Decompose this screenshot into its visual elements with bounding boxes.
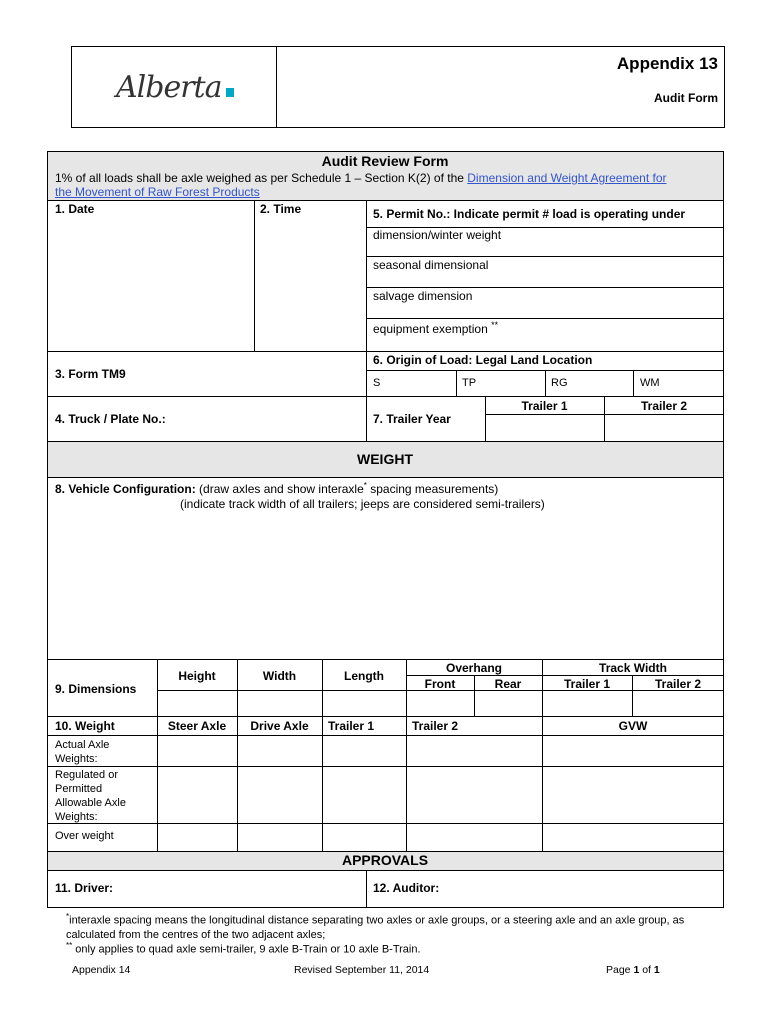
permit-option-salvage[interactable]: salvage dimension	[373, 289, 473, 303]
rule-before-weight-table	[48, 716, 724, 717]
track-width-header: Track Width	[599, 661, 667, 675]
asterisk-mark: *	[363, 481, 367, 490]
row-label-regulated: Regulated or Permitted Allowable Axle Weights:	[55, 769, 126, 823]
rule-after-date-row	[48, 351, 724, 352]
vehicle-config-text2: spacing measurements)	[366, 482, 499, 496]
height-header: Height	[178, 669, 216, 683]
permit-option-equipment[interactable]	[373, 320, 498, 336]
page-prefix: Page	[606, 964, 634, 976]
vehicle-config-label: 8. Vehicle Configuration:	[55, 482, 196, 496]
weight-rule-1	[48, 735, 724, 736]
gvw-header: GVW	[618, 719, 648, 733]
rule-after-approvals	[48, 870, 724, 871]
note2-text: only applies to quad axle semi-trailer, 9 axle B-Train or 10 axle B-Train.	[72, 943, 421, 956]
rule-before-dimensions	[48, 659, 724, 660]
date-time-divider	[254, 200, 255, 352]
form-tm9-label: 3. Form TM9	[55, 367, 126, 381]
trailer2-weight-header: Trailer 2	[412, 719, 459, 733]
vehicle-config	[55, 481, 498, 496]
agreement-link-2[interactable]: the Movement of Raw Forest Products	[55, 185, 260, 199]
dimensions-label: 9. Dimensions	[55, 682, 137, 696]
agreement-link-1[interactable]: Dimension and Weight Agreement for	[467, 171, 667, 185]
trailer-year-label: 7. Trailer Year	[373, 412, 451, 426]
page-number: 1	[633, 964, 640, 976]
truck-plate-label: 4. Truck / Plate No.:	[55, 412, 166, 426]
rule-after-weight	[48, 477, 724, 478]
note2-mark: **	[66, 941, 73, 950]
footer-left: Appendix 14	[72, 964, 131, 976]
alberta-logo-text: Alberta	[116, 70, 222, 105]
origin-field-wm[interactable]: WM	[640, 377, 660, 389]
appendix-title: Appendix 13	[616, 54, 718, 73]
driver-label[interactable]: 11. Driver:	[55, 881, 114, 895]
form-intro	[55, 171, 720, 199]
permit-rule-3	[366, 287, 724, 288]
origin-div-3	[633, 370, 634, 396]
origin-field-rg[interactable]: RG	[551, 377, 568, 389]
note1-mark: *	[66, 912, 70, 921]
approvals-section-title: APPROVALS	[341, 852, 429, 868]
footer-page	[606, 964, 660, 976]
double-asterisk-mark: **	[491, 320, 499, 330]
permit-rule-2	[366, 256, 724, 257]
note-interaxle	[66, 910, 684, 942]
note1-text: interaxle spacing means the longitudinal distance separating two axles or axle groups, or a steering axle and an axle group, as	[69, 914, 685, 927]
weight-rule-3	[48, 823, 724, 824]
rule-after-intro	[48, 200, 724, 201]
time-label: 2. Time	[260, 202, 302, 216]
row-label-overweight: Over weight	[55, 830, 114, 842]
permit-option-winter[interactable]: dimension/winter weight	[373, 228, 502, 242]
overhang-rear-header: Rear	[494, 677, 522, 691]
row-label-actual: Actual Axle Weights:	[55, 739, 110, 765]
alberta-logo-accent	[226, 88, 234, 97]
approvals-divider	[366, 870, 367, 908]
form-title: Audit Review Form	[321, 153, 449, 169]
header-divider	[276, 46, 277, 128]
page-total: 1	[653, 964, 660, 976]
track-trailer2-header: Trailer 2	[654, 677, 702, 691]
page-of: of	[639, 964, 654, 976]
weight-rule-2	[48, 766, 724, 767]
note1-text2: calculated from the centres of the two adjacent axles;	[66, 928, 326, 941]
origin-field-tp[interactable]: TP	[462, 377, 477, 389]
intro-text: 1% of all loads shall be axle weighed as per Schedule 1 – Section K(2) of the	[55, 171, 468, 185]
time-permit-divider	[366, 200, 367, 442]
weight-label: 10. Weight	[55, 719, 115, 733]
dim-rule-sub	[406, 675, 724, 676]
footer-revised: Revised September 11, 2014	[294, 964, 430, 976]
permit-rule-4	[366, 318, 724, 319]
date-label: 1. Date	[55, 202, 95, 216]
origin-label: 6. Origin of Load: Legal Land Location	[373, 353, 593, 367]
audit-form-subtitle: Audit Form	[654, 91, 718, 105]
steer-axle-header: Steer Axle	[167, 719, 227, 733]
origin-div-2	[545, 370, 546, 396]
weight-section-title: WEIGHT	[357, 451, 413, 467]
permit-option-equipment-text: equipment exemption	[373, 322, 488, 336]
track-trailer1-header: Trailer 1	[563, 677, 611, 691]
width-header: Width	[262, 669, 297, 683]
origin-field-s[interactable]: S	[373, 377, 381, 389]
note-quad-axle	[66, 941, 421, 956]
trailer2-year-header: Trailer 2	[640, 399, 688, 413]
trailer1-year-header: Trailer 1	[521, 399, 568, 413]
rule-after-tm9-row	[48, 396, 724, 397]
origin-div-1	[456, 370, 457, 396]
alberta-logo	[116, 70, 236, 110]
vehicle-config-note: (indicate track width of all trailers; jeeps are considered semi-trailers)	[180, 497, 545, 511]
vehicle-config-text: (draw axles and show interaxle	[195, 482, 364, 496]
length-header: Length	[344, 669, 384, 683]
permit-option-seasonal[interactable]: seasonal dimensional	[373, 258, 489, 272]
overhang-front-header: Front	[424, 677, 456, 691]
auditor-label[interactable]: 12. Auditor:	[373, 881, 440, 895]
vehicle-config-drawing-area[interactable]	[48, 515, 724, 658]
trailer1-weight-header: Trailer 1	[328, 719, 375, 733]
overhang-header: Overhang	[445, 661, 502, 675]
permit-label: 5. Permit No.: Indicate permit # load is operating under	[373, 207, 686, 221]
drive-axle-header: Drive Axle	[250, 719, 309, 733]
trailer-year-rule	[485, 414, 724, 415]
